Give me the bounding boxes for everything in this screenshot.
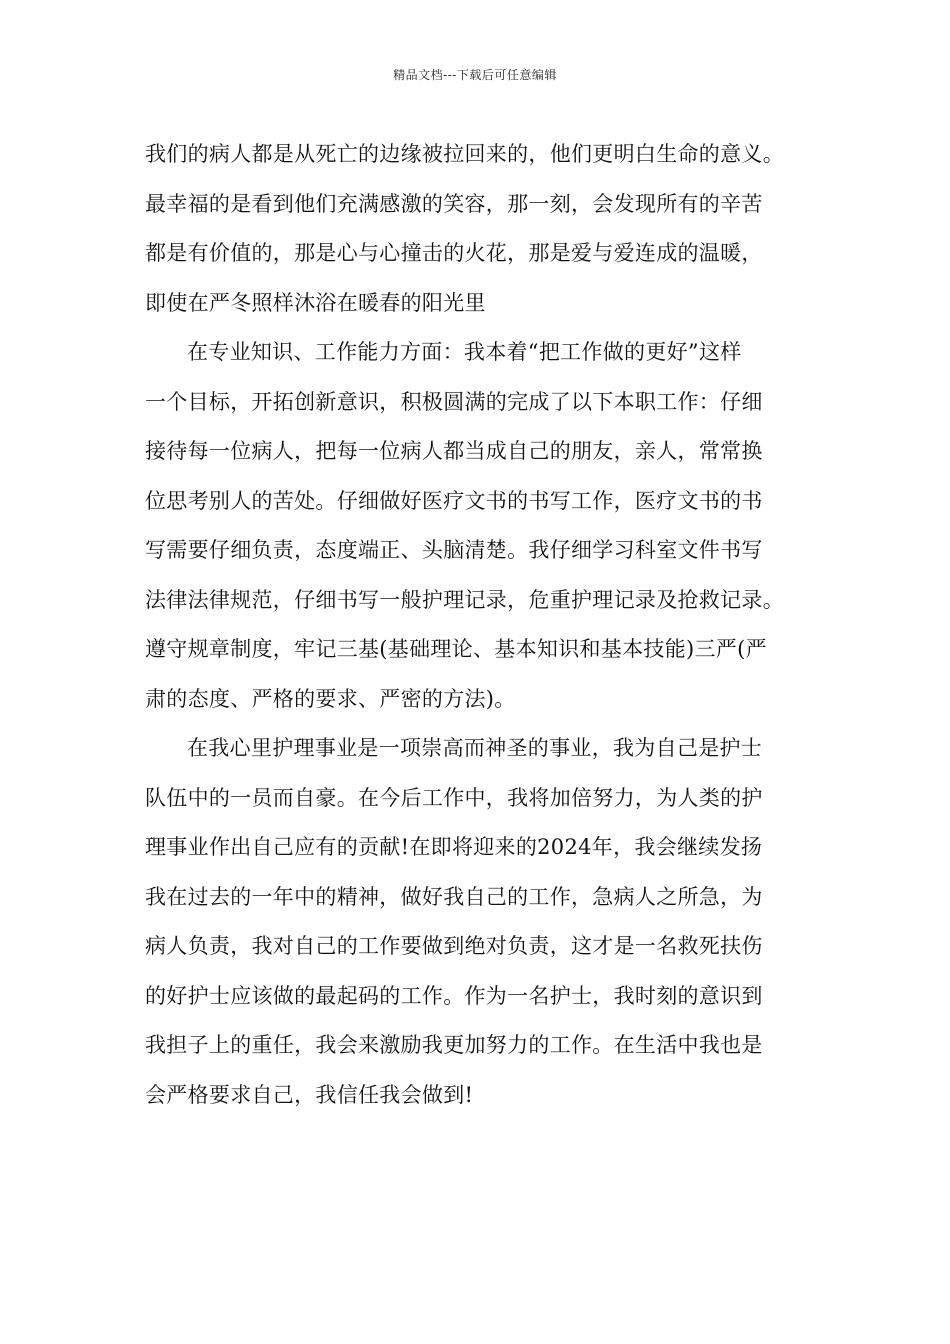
page-header: 精品文档---下载后可任意编辑 <box>393 68 557 82</box>
text-line: 法律法律规范，仔细书写一般护理记录，危重护理记录及抢救记录。 <box>145 587 784 612</box>
text-line: 一个目标，开拓创新意识，积极圆满的完成了以下本职工作：仔细 <box>145 389 763 414</box>
text-line: 我担子上的重任，我会来激励我更加努力的工作。在生活中我也是 <box>145 1033 763 1057</box>
text-line: 理事业作出自己应有的贡献!在即将迎来的2024年，我会继续发扬 <box>145 835 763 859</box>
text-line: 即使在严冬照样沐浴在暖春的阳光里 <box>145 290 486 315</box>
text-line: 最幸福的是看到他们充满感激的笑容，那一刻，会发现所有的辛苦 <box>145 191 763 216</box>
body-text <box>145 136 810 1126</box>
text-line: 我们的病人都是从死亡的边缘被拉回来的，他们更明白生命的意义。 <box>145 142 784 166</box>
text-line: 遵守规章制度，牢记三基(基础理论、基本知识和基本技能)三严(严 <box>145 637 767 661</box>
text-line: 位思考别人的苦处。仔细做好医疗文书的书写工作，医疗文书的书 <box>145 488 763 513</box>
text-line: 会严格要求自己，我信任我会做到! <box>145 1082 474 1107</box>
text-line: 都是有价值的，那是心与心撞击的火花，那是爱与爱连成的温暖， <box>145 241 763 265</box>
paragraph-first-line: 在专业知识、工作能力方面：我本着“把工作做的更好”这样 <box>187 340 742 364</box>
text-line: 接待每一位病人，把每一位病人都当成自己的朋友，亲人，常常换 <box>145 439 763 463</box>
text-line: 队伍中的一员而自豪。在今后工作中，我将加倍努力，为人类的护 <box>145 785 763 810</box>
text-line: 我在过去的一年中的精神，做好我自己的工作，急病人之所急，为 <box>145 884 763 909</box>
text-line: 的好护士应该做的最起码的工作。作为一名护士，我时刻的意识到 <box>145 983 763 1008</box>
text-line: 写需要仔细负责，态度端正、头脑清楚。我仔细学习科室文件书写 <box>145 538 763 562</box>
text-line: 肃的态度、严格的要求、严密的方法)。 <box>145 686 516 711</box>
paragraph-first-line: 在我心里护理事业是一项崇高而神圣的事业，我为自己是护士 <box>187 736 763 760</box>
text-line: 病人负责，我对自己的工作要做到绝对负责，这才是一名救死扶伤 <box>145 934 763 958</box>
